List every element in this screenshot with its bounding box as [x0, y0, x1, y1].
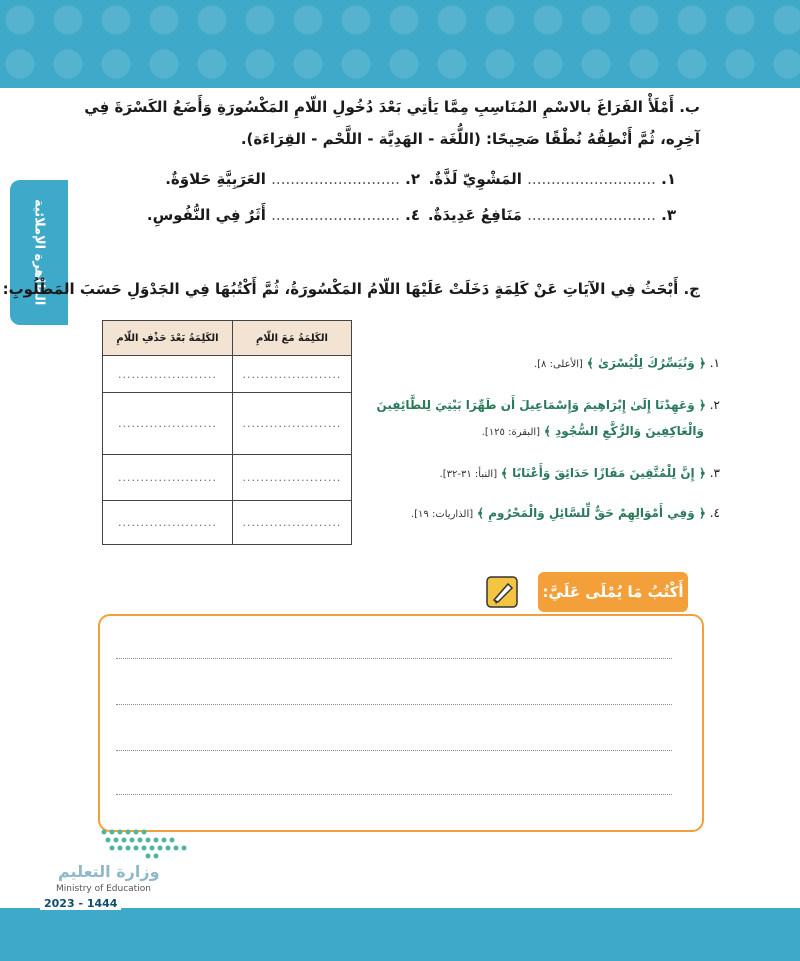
table-cell[interactable]: ...................... [103, 393, 233, 455]
writing-line [116, 658, 672, 659]
exercise-b-item-2: ٢. ........................... العَرَبِيَّةِ حَلاوَةٌ. [165, 170, 420, 188]
exercise-c-instruction: ج. أَبْحَثُ فِي الآيَاتِ عَنْ كَلِمَةٍ دَخَلَتْ عَلَيْهَا اللّامُ المَكْسُورَةُ، ثُمَّ أَكْتُبُهَا فِي الجَدْوَلِ حَسَبَ المَطْلُوبِ: [2, 280, 700, 298]
writing-line [116, 750, 672, 751]
table-cell[interactable]: ...................... [232, 356, 351, 393]
dictation-writing-area[interactable] [98, 614, 704, 832]
writing-line [116, 704, 672, 705]
verse-4: ٤. ﴿ وَفِي أَمْوَالِهِمْ حَقٌّ لِّلسَّائِلِ وَالْمَحْرُومِ ﴾ [الذاريات: ١٩]. [410, 506, 720, 520]
verse-2-line-2: وَالْعَاكِفِينَ وَالرُّكَّعِ السُّجُودِ ﴾ [البقرة: ١٢٥]. [481, 424, 704, 438]
answer-table [102, 320, 352, 545]
table-cell[interactable]: ...................... [232, 501, 351, 545]
verse-2-line-1: ٢. ﴿ وَعَهِدْنَا إِلَىٰ إِبْرَاهِيمَ وَإِسْمَاعِيلَ أَن طَهِّرَا بَيْتِيَ لِلطَّائِفِينَ [376, 398, 720, 412]
exercise-b-instruction-line1: ب. أَمْلَأْ الفَرَاغَ بالاسْمِ المُنَاسِبِ مِمَّا يَأتِي بَعْدَ دُخُولِ اللّامِ المَكْسُورَةِ وَأَضَعُ الكَسْرَةَ فِي [84, 98, 700, 116]
table-cell[interactable]: ...................... [103, 501, 233, 545]
writing-line [116, 794, 672, 795]
table-cell[interactable]: ...................... [232, 455, 351, 501]
table-header-with-lam: الكَلِمَةُ مَعَ اللّامِ [232, 321, 351, 356]
exercise-b-instruction-line2: آخِرِه، ثُمَّ أَنْطِقُهُ نُطْقًا صَحِيحًا: (اللُّغَة - الهَدِيَّة - اللَّحْم - القِرَاءَة). [240, 130, 700, 148]
top-decorative-band [0, 0, 800, 88]
table-cell[interactable]: ...................... [232, 393, 351, 455]
exercise-b-item-3: ٣. ........................... مَنَافِعُ عَدِيدَةٌ. [427, 206, 676, 224]
table-header-without-lam: الكَلِمَةُ بَعْدَ حَذْفِ اللّامِ [103, 321, 233, 356]
ministry-name-en: Ministry of Education [56, 884, 151, 894]
side-tab [10, 180, 68, 325]
table-cell[interactable]: ...................... [103, 356, 233, 393]
pencil-icon [484, 574, 520, 610]
side-tab-label: الظاهرة الإملائية [31, 199, 47, 306]
ministry-logo-icon [98, 826, 193, 860]
dictation-title: أَكْتُبُ مَا يُمْلَى عَلَيَّ: [538, 572, 688, 612]
ministry-name-ar: وزارة التعليم [58, 862, 160, 881]
verse-3: ٣. ﴿ إِنَّ لِلْمُتَّقِينَ مَفَازًا حَدَائِقَ وَأَعْنَابًا ﴾ [النبأ: ٣١-٣٢]. [439, 466, 720, 480]
bottom-decorative-band [0, 908, 800, 961]
edition-year: 2023 - 1444 [40, 897, 121, 910]
exercise-b-item-4: ٤. ........................... أَثَرٌ فِي النُّفُوسِ. [146, 206, 420, 224]
table-cell[interactable]: ...................... [103, 455, 233, 501]
verse-1: ١. ﴿ وَنُيَسِّرُكَ لِلْيُسْرَىٰ ﴾ [الأعلى: ٨]. [533, 356, 720, 370]
exercise-b-item-1: ١. ........................... المَشْوِيّ لَذَّةٌ. [428, 170, 676, 188]
